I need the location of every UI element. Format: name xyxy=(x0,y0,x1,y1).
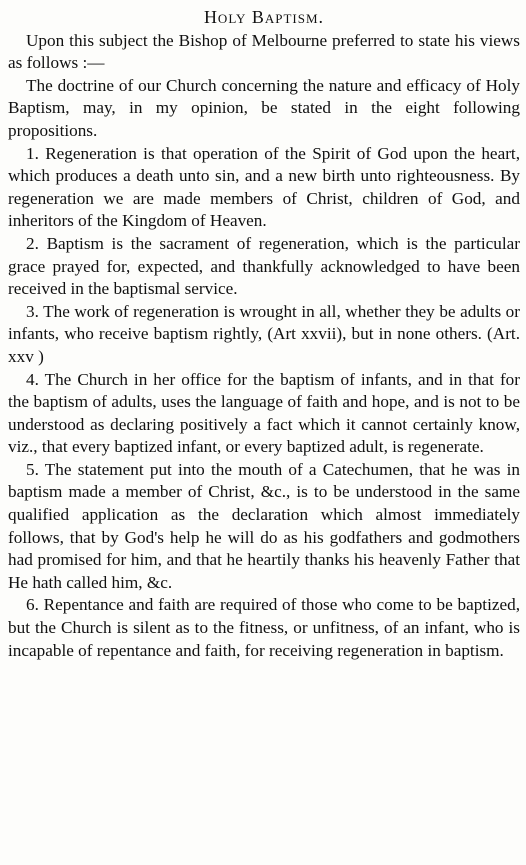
proposition-2-paragraph: 2. Baptism is the sacrament of regeneration, which is the particular grace prayed for, expected, and thankfully acknowledged to have been received in the baptismal service. xyxy=(8,233,520,299)
article-heading: Holy Baptism. xyxy=(203,7,325,27)
proposition-1-paragraph: 1. Regeneration is that operation of the Spirit of God upon the heart, which produces a death unto sin, and a new birth unto righteousness. By regeneration we are made members of Christ, children of God, and inheritors of the Kingdom of Heaven. xyxy=(8,143,520,231)
intro-paragraph: Upon this subject the Bishop of Melbourne preferred to state his views as follows :— xyxy=(8,30,520,73)
proposition-4-paragraph: 4. The Church in her office for the baptism of infants, and in that for the baptism of adults, uses the language of faith and hope, and is not to be understood as declaring positively a fact which it cannot certainly know, viz., that every baptized infant, or every baptized adult, is regenerate. xyxy=(8,369,520,457)
proposition-5-paragraph: 5. The statement put into the mouth of a Catechumen, that he was in baptism made a member of Christ, &c., is to be understood in the same qualified application as the declaration which almost immediately follows, that by God's help he will do as his godfathers and godmothers had promised for him, and that he heartily thanks his heavenly Father that He hath called him, &c. xyxy=(8,459,520,592)
proposition-6-paragraph: 6. Repentance and faith are required of those who come to be baptized, but the Church is silent as to the fitness, or unfitness, of an infant, who is incapable of repentance and faith, for receiving regeneration in baptism. xyxy=(8,595,520,660)
proposition-3-paragraph: 3. The work of regeneration is wrought in all, whether they be adults or infants, who receive baptism rightly, (Art xxvii), but in none others. (Art. xxv ) xyxy=(8,301,520,366)
doctrine-paragraph: The doctrine of our Church concerning the nature and efficacy of Holy Baptism, may, in my opinion, be stated in the eight following propositions. xyxy=(8,75,520,140)
